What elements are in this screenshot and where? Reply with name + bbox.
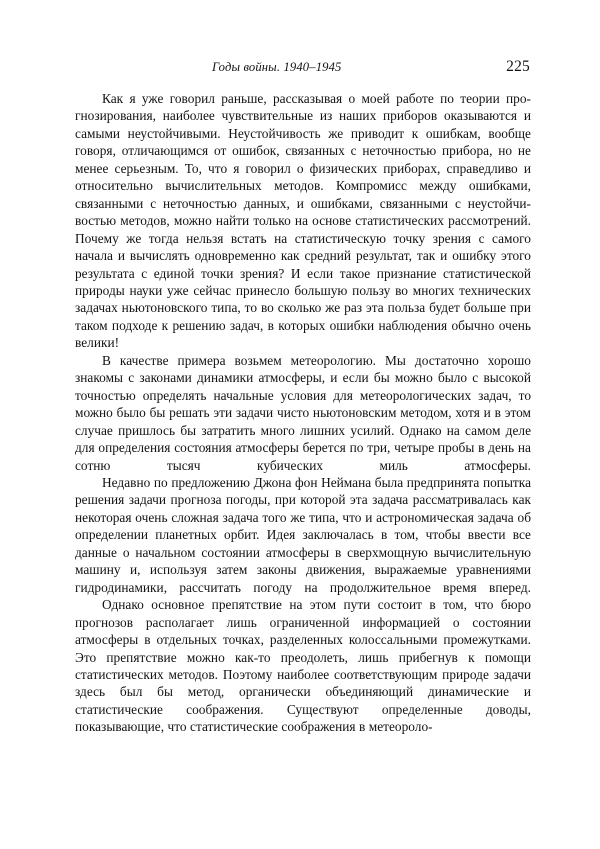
paragraph: В качестве примера возьмем метеорологию. Мы достаточно хорошо знакомы с законами динамики атмосферы, и если бы можно было с высокой точностью определять начальные условия для метеорологических задач, то можно было бы решать эти задачи чисто ньютоновским методом, хотя и в этом случае пришлось бы затратить много лишних усилий. Однако на самом деле для определения состояния атмосферы берется по три, четыре пробы в день на сотню тысяч кубических миль атмосферы.: [75, 352, 531, 473]
paragraph: Однако основное препятствие на этом пути состоит в том, что бюро прогнозов располагает лишь ограниченной информацией о состоянии атмосферы в отдельных точках, разделенных колоссальными промежутками. Это препятствие можно как-то преодолеть, лишь прибегнув к помощи статистических методов. Поэтому наиболее соответствующим природе задачи здесь был бы метод, органически объединяющий динамические и статистические соображения. Существуют определенные доводы, показывающие, что статистические соображения в метеороло-: [75, 597, 531, 735]
page-number: 225: [506, 58, 530, 75]
body-text-block: [75, 90, 531, 736]
paragraph: Недавно по предложению Джона фон Неймана была предпринята попытка решения задачи прогноза погоды, при которой эта задача рассматривалась как некоторая очень сложная задача того же типа, что и астрономическая задача об определении планетных орбит. Идея заключалась в том, чтобы ввести все данные о начальном состоянии атмосферы в сверхмощную вычислительную машину и, используя затем законы движения, выражаемые уравнениями гидродинамики, рассчитать погоду на продолжительное время вперед.: [75, 474, 531, 595]
paragraph: Как я уже говорил раньше, рассказывая о моей работе по теории прогнозирования, наиболее чувствительные из наших приборов оказываются и самыми неустойчивыми. Неустойчивость же приводит к ошибкам, вообще говоря, отличающимся от ошибок, связанных с неточностью прибора, но не менее серьезным. То, что я говорил о физических приборах, справедливо и относительно вычислительных методов. Компромисс между ошибками, связанными с неточностью данных, и ошибками, связанными с неустойчивостью методов, можно найти только на основе статистических рассмотрений. Почему же тогда нельзя встать на статистическую точку зрения с самого начала и вычислять одновременно как средний результат, так и ошибку этого результата с единой точки зрения? И если такое признание статистической природы науки уже сейчас принесло большую пользу во многих технических задачах ньютоновского типа, то во сколько же раз эта польза будет больше при таком подходе к решению задач, в которых ошибки наблюдения обычно очень велики!: [75, 91, 531, 351]
running-head-title: Годы войны. 1940–1945: [212, 60, 342, 74]
running-head: [75, 58, 530, 78]
